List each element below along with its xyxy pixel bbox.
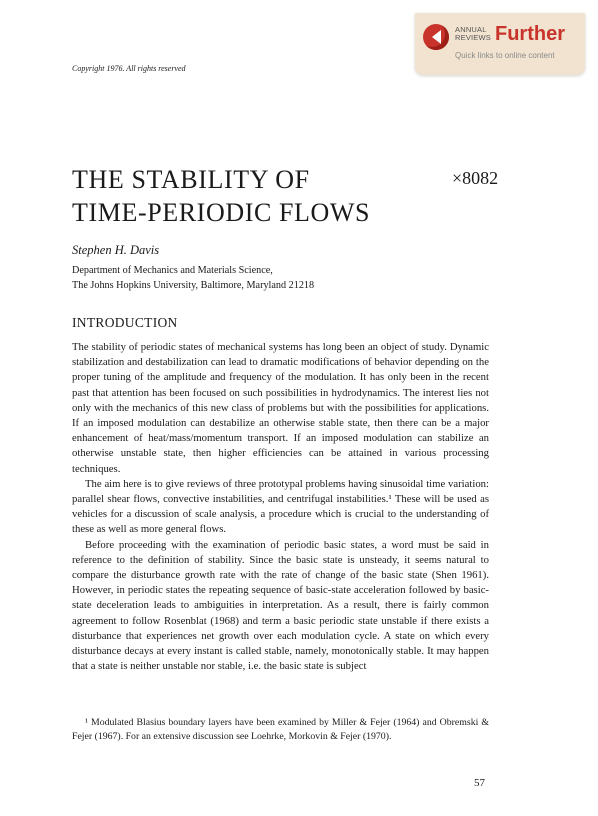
section-heading: INTRODUCTION bbox=[72, 315, 178, 330]
brand-line-1: ANNUAL bbox=[455, 25, 487, 34]
paragraph: Before proceeding with the examination of periodic basic states, a word must be said in reference to the definition of stability. Since the basic state is unsteady, it seems natural to compare the disturbance growth rate with the rate of change of the basic state (Shen 1961). However, in periodic states the repeating sequence of basic-state acceleration followed by basic-state deceleration leads to ambiguities in interpretation. As a result, there is fairly common agreement to follow Rosenblat (1968) and term a basic periodic state unstable if there exists a disturbance that experiences net growth over each modulation cycle. A state on which every disturbance decays at every instant is called stable, namely, monotonically stable. It may happen that a state is neither unstable nor stable, i.e. the basic state is subject bbox=[72, 538, 489, 673]
further-label[interactable]: Further bbox=[495, 23, 565, 45]
brand-line-2: REVIEWS bbox=[455, 33, 491, 42]
affiliation-line-2: The Johns Hopkins University, Baltimore, Maryland 21218 bbox=[72, 280, 315, 291]
brand-name bbox=[455, 26, 495, 42]
author-affiliation bbox=[72, 263, 314, 293]
further-tagline[interactable]: Quick links to online content bbox=[455, 51, 555, 60]
affiliation-line-1: Department of Mechanics and Materials Science, bbox=[72, 265, 273, 276]
title-line-2: TIME-PERIODIC FLOWS bbox=[72, 198, 371, 227]
footnote: ¹ Modulated Blasius boundary layers have been examined by Miller & Fejer (1964) and Obremski & Fejer (1967). For an extensive discussion see Loehrke, Morkovin & Fejer (1970). bbox=[72, 717, 489, 742]
author-name: Stephen H. Davis bbox=[72, 243, 160, 257]
document-number: ×8082 bbox=[452, 168, 499, 188]
article-title bbox=[72, 163, 432, 229]
paragraph: The stability of periodic states of mechanical systems has long been an object of study. Dynamic stabilization and destabilization can lead to dramatic modifications of behavior depending on the proper tuning of the amplitude and frequency of the modulation. It has only been in the recent past that attention has been focused on such possibilities in hydrodynamics. The interest lies not only with the mechanics of this new class of problems but with the possibilities for applications. If an imposed modulation can destabilize an otherwise stable state, then there can be a major enhancement of heat/mass/momentum transport. If an imposed modulation can stabilize an otherwise unstable state, then higher efficiencies can be attained in various processing techniques. bbox=[72, 341, 489, 475]
copyright-notice: Copyright 1976. All rights reserved bbox=[72, 64, 186, 73]
page-number: 57 bbox=[474, 777, 485, 789]
annual-reviews-logo-icon bbox=[423, 24, 449, 50]
paragraph: The aim here is to give reviews of three prototypal problems having sinusoidal time variation: parallel shear flows, convective instabilities, and centrifugal instabilities.¹ These will be used as vehicles for a discussion of scale analysis, a procedure which is crucial to the understanding of these as well as more general flows. bbox=[72, 477, 489, 536]
further-banner[interactable] bbox=[415, 13, 585, 75]
title-line-1: THE STABILITY OF bbox=[72, 165, 310, 194]
body-text bbox=[72, 340, 489, 674]
